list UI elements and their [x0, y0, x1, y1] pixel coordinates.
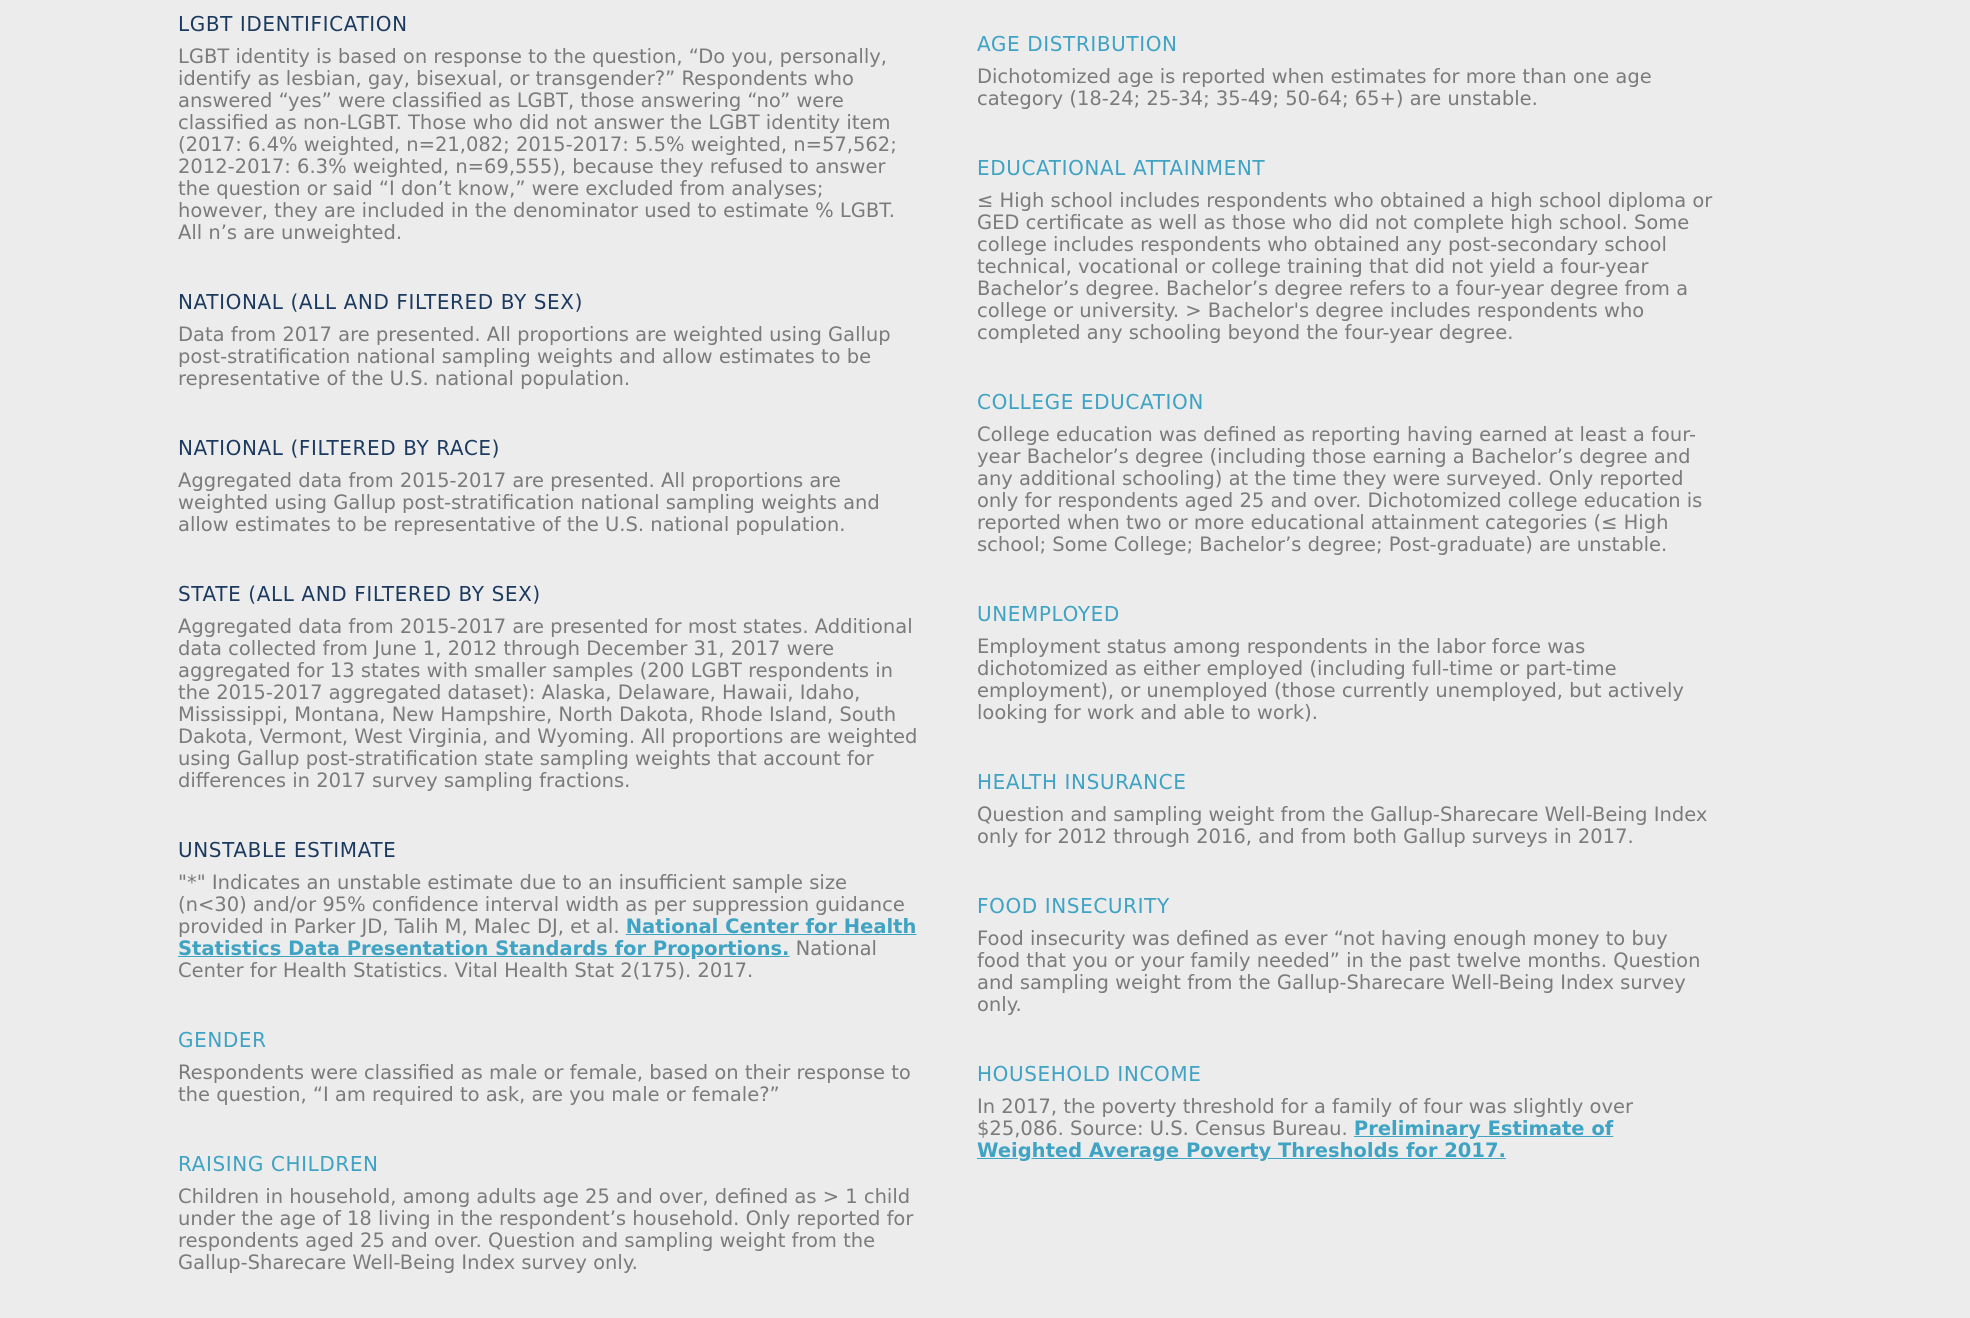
section-national-race: [178, 434, 918, 536]
section-food-insecurity: [977, 892, 1717, 1016]
section-body: ≤ High school includes respondents who obtained a high school diploma or GED certificate as well as those who did not complete high school. Some college includes respondents who obtained any post-secondary school technical, vocational or college training that did not yield a four-year Bachelor’s degree. Bachelor’s degree refers to a four-year degree from a college or university. > Bachelor's degree includes respondents who completed any schooling beyond the four-year degree.: [977, 189, 1713, 344]
section-heading: NATIONAL (FILTERED BY RACE): [178, 436, 501, 460]
section-national-sex: [178, 288, 918, 390]
section-body: Aggregated data from 2015-2017 are presented for most states. Additional data collected from June 1, 2012 through December 31, 2017 were aggregated for 13 states with smaller samples (200 LGBT respondents in the 2015-2017 aggregated dataset): Alaska, Delaware, Hawaii, Idaho, Mississippi, Montana, New Hampshire, North Dakota, Rhode Island, South Dakota, Vermont, West Virginia, and Wyoming. All proportions are weighted using Gallup post-stratification state sampling weights that account for differences in 2017 survey sampling fractions.: [178, 615, 918, 792]
section-body: Respondents were classified as male or female, based on their response to the question, “I am required to ask, are you male or female?”: [178, 1061, 911, 1106]
section-heading: HEALTH INSURANCE: [977, 770, 1187, 794]
section-health-insurance: [977, 768, 1717, 848]
section-raising-children: [178, 1150, 918, 1274]
section-body: Food insecurity was defined as ever “not having enough money to buy food that you or your family needed” in the past twelve months. Question and sampling weight from the Gallup-Sharecare Well-Being Index survey only.: [977, 927, 1701, 1016]
section-educational-attainment: [977, 154, 1717, 344]
section-heading: UNSTABLE ESTIMATE: [178, 838, 397, 862]
section-gender: [178, 1026, 918, 1106]
section-body: Aggregated data from 2015-2017 are presented. All proportions are weighted using Gallup post-stratification national sampling weights and allow estimates to be representative of the U.S. national population.: [178, 469, 880, 536]
section-unemployed: [977, 600, 1717, 724]
body-text-before-link: In 2017, the poverty threshold for a family of four was slightly over $25,086. Source: U.S. Census Bureau.: [977, 1095, 1633, 1140]
section-heading: HOUSEHOLD INCOME: [977, 1062, 1202, 1086]
body-text-before-link: "*" Indicates an unstable estimate due to an insufficient sample size (n<30) and/or 95% confidence interval width as per suppression guidance provided in Parker JD, Talih M, Malec DJ, et al.: [178, 871, 905, 938]
section-state: [178, 580, 918, 792]
section-body: [977, 1096, 1717, 1162]
section-college-education: [977, 388, 1717, 556]
section-body: Dichotomized age is reported when estimates for more than one age category (18-24; 25-34; 35-49; 50-64; 65+) are unstable.: [977, 65, 1652, 110]
section-heading: LGBT IDENTIFICATION: [178, 12, 408, 36]
section-household-income: [977, 1060, 1717, 1162]
section-body: [178, 872, 918, 982]
section-heading: RAISING CHILDREN: [178, 1152, 379, 1176]
section-body: Question and sampling weight from the Gallup-Sharecare Well-Being Index only for 2012 through 2016, and from both Gallup surveys in 2017.: [977, 803, 1708, 848]
section-heading: AGE DISTRIBUTION: [977, 32, 1178, 56]
section-body: LGBT identity is based on response to the question, “Do you, personally, identify as lesbian, gay, bisexual, or transgender?” Respondents who answered “yes” were classified as LGBT, those answering “no” were classified as non-LGBT. Those who did not answer the LGBT identity item (2017: 6.4% weighted, n=21,082; 2015-2017: 5.5% weighted, n=57,562; 2012-2017: 6.3% weighted, n=69,555), because they refused to answer the question or said “I don’t know,” were excluded from analyses; however, they are included in the denominator used to estimate % LGBT. All n’s are unweighted.: [178, 45, 897, 244]
section-body: Children in household, among adults age 25 and over, defined as > 1 child under the age of 18 living in the respondent’s household. Only reported for respondents aged 25 and over. Question and sampling weight from the Gallup-Sharecare Well-Being Index survey only.: [178, 1185, 914, 1274]
section-heading: GENDER: [178, 1028, 267, 1052]
section-heading: FOOD INSECURITY: [977, 894, 1170, 918]
section-lgbt-identification: [178, 10, 918, 244]
section-unstable-estimate: [178, 836, 918, 982]
section-body: Employment status among respondents in the labor force was dichotomized as either employed (including full-time or part-time employment), or unemployed (those currently unemployed, but actively looking for work and able to work).: [977, 635, 1684, 724]
section-heading: UNEMPLOYED: [977, 602, 1120, 626]
nchs-standards-link[interactable]: National Center for Health Statistics Data Presentation Standards for Proportions.: [178, 915, 917, 960]
body-text-after-link: National Center for Health Statistics. Vital Health Stat 2(175). 2017.: [178, 937, 877, 982]
poverty-thresholds-link[interactable]: Preliminary Estimate of Weighted Average Poverty Thresholds for 2017.: [977, 1117, 1614, 1162]
section-body: Data from 2017 are presented. All proportions are weighted using Gallup post-stratification national sampling weights and allow estimates to be representative of the U.S. national population.: [178, 323, 891, 390]
section-heading: COLLEGE EDUCATION: [977, 390, 1204, 414]
section-heading: STATE (ALL AND FILTERED BY SEX): [178, 582, 541, 606]
section-heading: EDUCATIONAL ATTAINMENT: [977, 156, 1266, 180]
section-heading: NATIONAL (ALL AND FILTERED BY SEX): [178, 290, 583, 314]
section-age-distribution: [977, 30, 1717, 110]
section-body: College education was defined as reporting having earned at least a four-year Bachelor’s degree (including those earning a Bachelor’s degree and any additional schooling) at the time they were surveyed. Only reported only for respondents aged 25 and over. Dichotomized college education is reported when two or more educational attainment categories (≤ High school; Some College; Bachelor’s degree; Post-graduate) are unstable.: [977, 423, 1703, 556]
left-column: [178, 0, 918, 1318]
right-column: [977, 30, 1717, 1206]
